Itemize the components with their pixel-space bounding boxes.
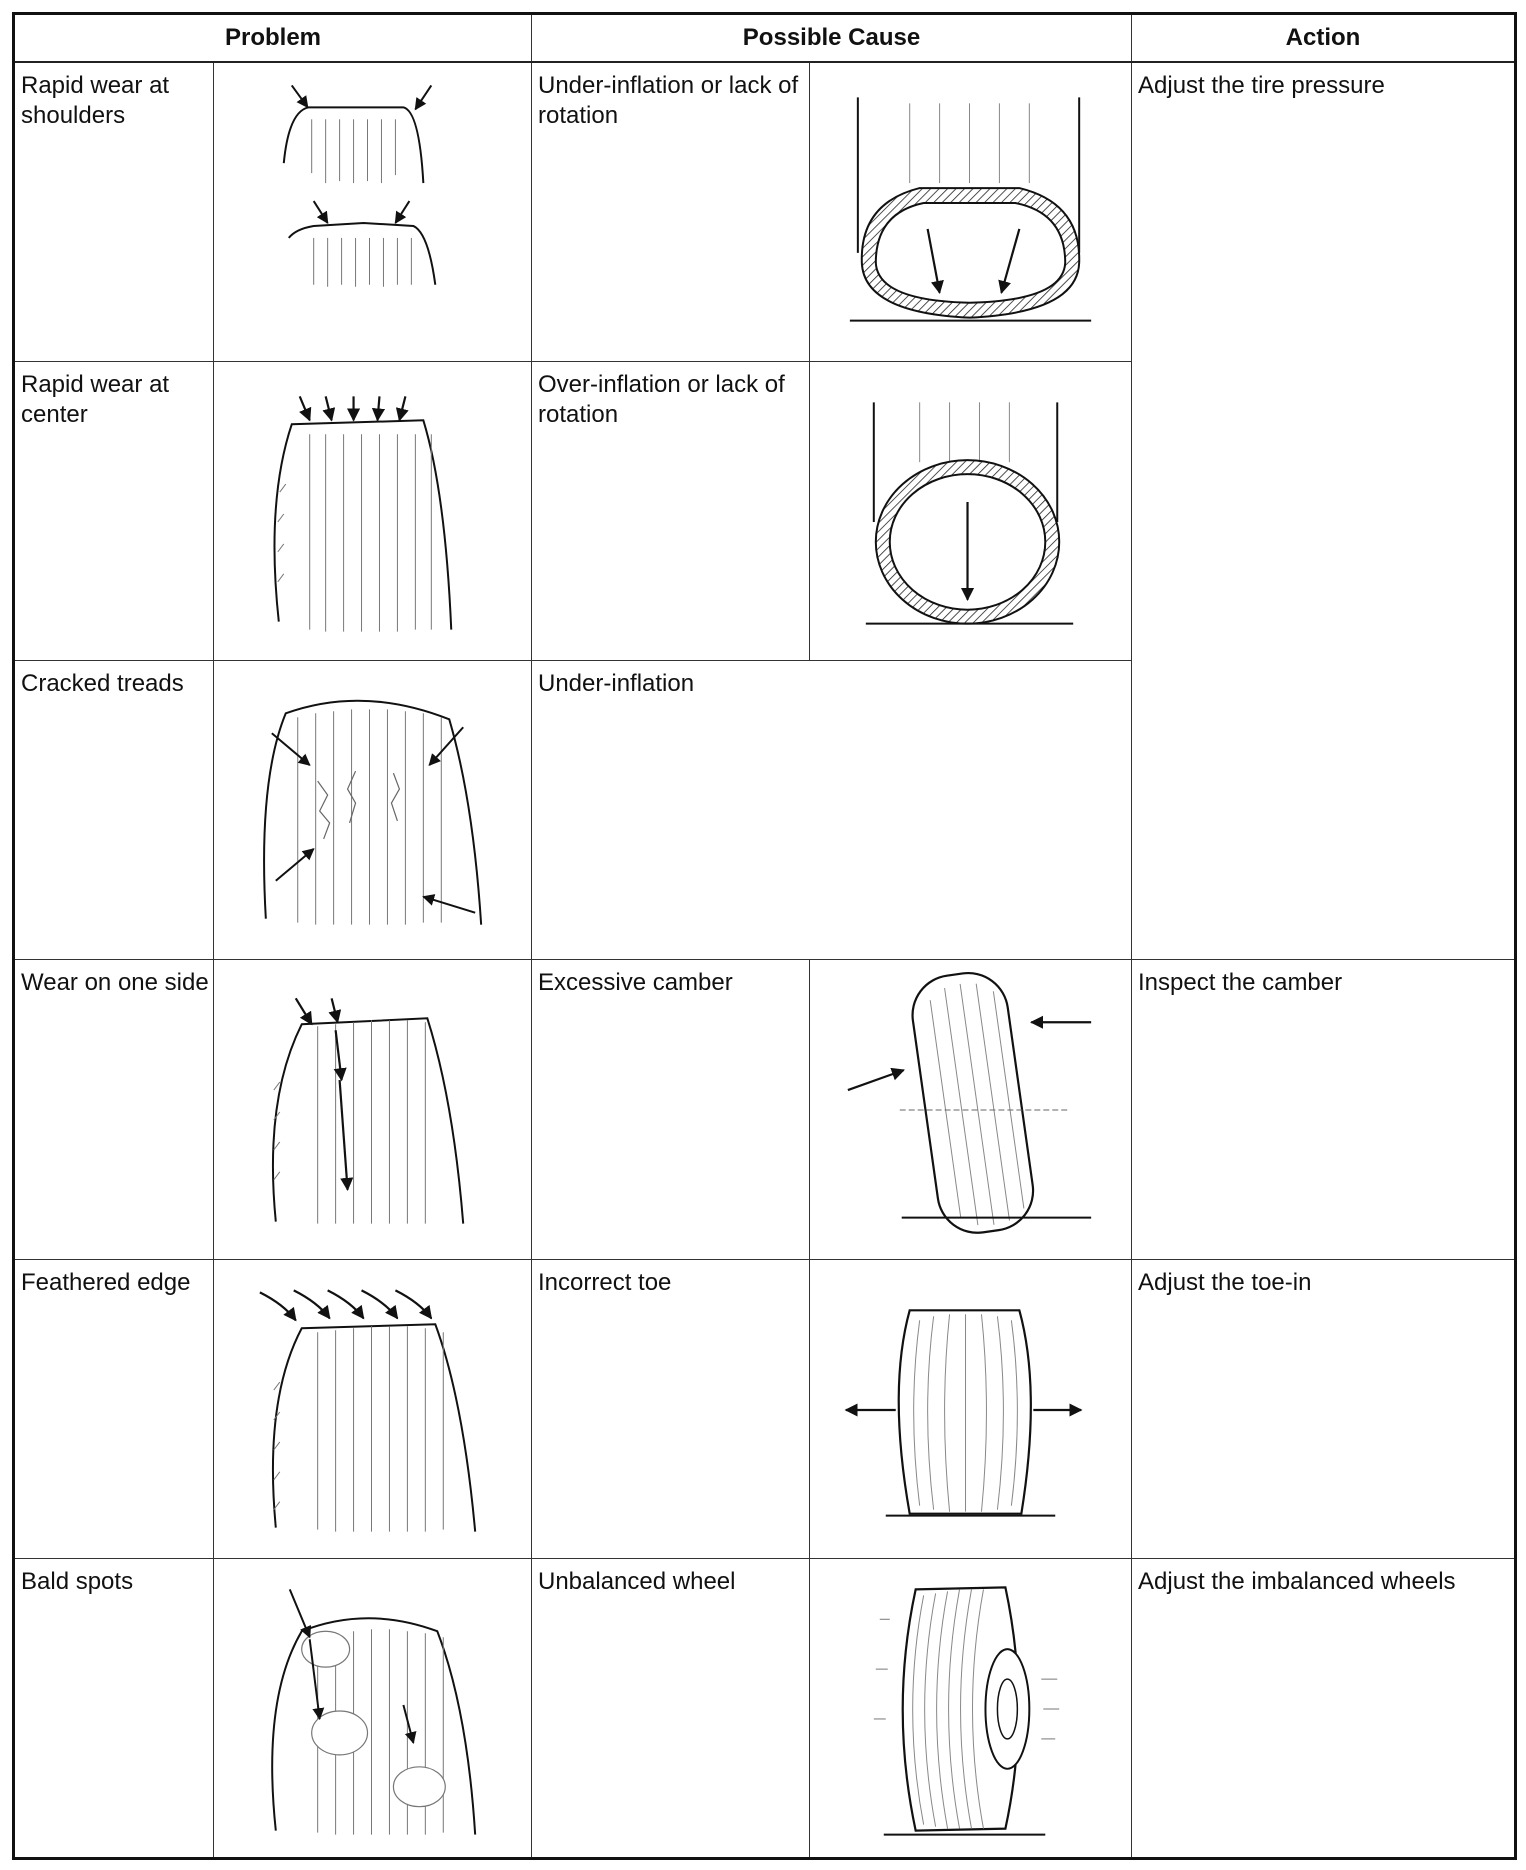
cause-cell — [532, 62, 810, 362]
action-cell — [1132, 1259, 1516, 1558]
shoulder-wear-icon — [214, 63, 531, 361]
action-cell — [1132, 62, 1516, 960]
one-side-wear-icon — [214, 960, 531, 1258]
overinflated-tire-icon — [810, 362, 1131, 660]
table-row — [14, 1259, 1516, 1558]
cause-cell — [532, 362, 810, 661]
problem-figure-cell — [214, 62, 532, 362]
problem-cell — [14, 62, 214, 362]
problem-figure-cell — [214, 960, 532, 1259]
action-cell — [1132, 1558, 1516, 1858]
cause-cell — [532, 1259, 810, 1558]
problem-text: Rapid wear at center — [21, 371, 170, 429]
problem-cell — [14, 1558, 214, 1858]
cause-cell — [532, 1558, 810, 1858]
feathered-edge-icon — [214, 1260, 531, 1558]
action-cell — [1132, 960, 1516, 1259]
cause-text: Under-inflation — [538, 670, 695, 698]
cause-text: Incorrect toe — [538, 1268, 672, 1296]
center-wear-icon — [214, 362, 531, 660]
camber-tilt-icon — [810, 960, 1131, 1258]
header-problem: Problem — [14, 14, 532, 63]
action-text: Adjust the tire pressure — [1138, 72, 1385, 99]
problem-cell — [14, 362, 214, 661]
cause-figure-cell — [810, 362, 1132, 661]
problem-figure-cell — [214, 661, 532, 960]
cause-text: Unbalanced wheel — [538, 1567, 736, 1595]
bald-spots-icon — [214, 1559, 531, 1857]
action-text: Adjust the toe-in — [1138, 1268, 1312, 1296]
underinflated-tire-icon — [810, 63, 1131, 361]
problem-figure-cell — [214, 362, 532, 661]
action-text: Inspect the camber — [1138, 969, 1343, 997]
problem-figure-cell — [214, 1259, 532, 1558]
cause-text: Over-inflation or lack of rotation — [538, 371, 785, 429]
problem-text: Cracked treads — [21, 670, 184, 698]
problem-text: Bald spots — [21, 1567, 134, 1595]
cause-figure-cell — [810, 1259, 1132, 1558]
unbalanced-wheel-icon — [810, 1559, 1131, 1857]
header-cause: Possible Cause — [532, 14, 1132, 63]
cause-figure-cell — [810, 960, 1132, 1259]
tire-wear-table — [12, 12, 1517, 1860]
problem-text: Rapid wear at shoulders — [21, 72, 170, 129]
cracked-tread-icon — [214, 661, 531, 959]
toe-misalignment-icon — [810, 1260, 1131, 1558]
header-row — [14, 14, 1516, 63]
cause-text: Under-inflation or lack of rotation — [538, 72, 799, 129]
problem-figure-cell — [214, 1558, 532, 1858]
header-action: Action — [1132, 14, 1516, 63]
problem-cell — [14, 1259, 214, 1558]
table-row — [14, 62, 1516, 362]
table-row — [14, 1558, 1516, 1858]
cause-cell — [532, 960, 810, 1259]
cause-cell — [532, 661, 1132, 960]
cause-text: Excessive camber — [538, 969, 733, 997]
action-text: Adjust the imbalanced wheels — [1138, 1567, 1456, 1595]
problem-text: Wear on one side — [21, 969, 209, 997]
cause-figure-cell — [810, 1558, 1132, 1858]
cause-figure-cell — [810, 62, 1132, 362]
table-row — [14, 960, 1516, 1259]
problem-cell — [14, 661, 214, 960]
problem-cell — [14, 960, 214, 1259]
problem-text: Feathered edge — [21, 1268, 191, 1296]
